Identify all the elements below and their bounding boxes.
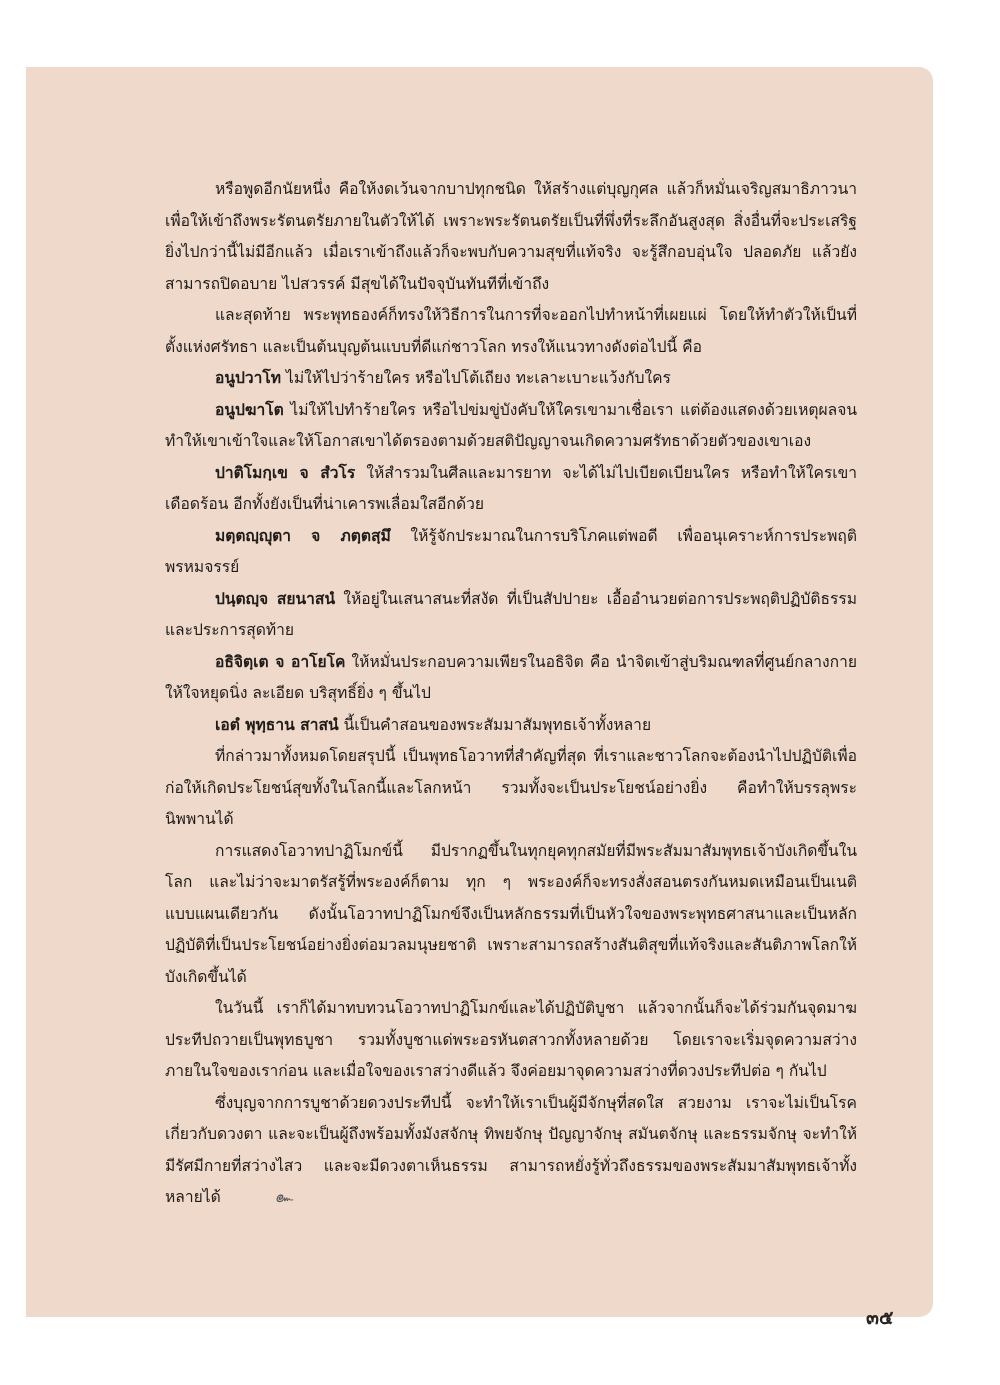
page-number: ๓๕ (866, 1307, 894, 1329)
paragraph-2: และสุดท้าย พระพุทธองค์ก็ทรงให้วิธีการในการที่จะออกไปทำหน้าที่เผยแผ่ โดยให้ทำตัวให้เป็นที่ตั้งแห่งศรัทธา และเป็นต้นบุญต้นแบบที่ดีแก่ชาวโลก ทรงให้แนวทางดังต่อไปนี้ คือ (165, 306, 857, 356)
pali-term: เอตํ พุทฺธาน สาสนํ (215, 715, 339, 734)
end-mark-icon: ๛ (274, 1188, 293, 1206)
paragraph-11: การแสดงโอวาทปาฏิโมกข์นี้ มีปรากฏขึ้นในทุกยุคทุกสมัยที่มีพระสัมมาสัมพุทธเจ้าบังเกิดขึ้นในโลก และไม่ว่าจะมาตรัสรู้ที่พระองค์ก็ตาม ทุก ๆ พระองค์ก็จะทรงสั่งสอนตรงกันหมดเหมือนเป็นเนติแบบแผนเดียวกัน ดังนั้นโอวาทปาฏิโมกข์จึงเป็นหลักธรรมที่เป็นหัวใจของพระพุทธศาสนาและเป็นหลักปฏิบัติที่เป็นประโยชน์อย่างยิ่งต่อมวลมนุษยชาติ เพราะสามารถสร้างสันติสุขที่แท้จริงและสันติภาพโลกให้บังเกิดขึ้นได้ (165, 841, 857, 986)
pali-term: ปนฺตญฺจ สยนาสนํ (215, 589, 336, 608)
paragraph-6: มตฺตญฺญุตา จ ภตฺตสฺมึ ให้รู้จักประมาณในการบริโภคแต่พอดี เพื่ออนุเคราะห์การประพฤติพรหมจรรย์ (165, 526, 857, 576)
paragraph-13: ซึ่งบุญจากการบูชาด้วยดวงประทีปนี้ จะทำให้เราเป็นผู้มีจักษุที่สดใส สวยงาม เราจะไม่เป็นโรคเกี่ยวกับดวงตา และจะเป็นผู้ถึงพร้อมทั้งมังสจักษุ ทิพยจักษุ ปัญญาจักษุ สมันตจักษุ และธรรมจักษุ จะทำให้มีรัศมีกายที่สว่างไสว และจะมีดวงตาเห็นธรรม สามารถหยั่งรู้ทั่วถึงธรรมของพระสัมมาสัมพุทธเจ้าทั้งหลายได้ ๛ (165, 1088, 857, 1214)
pali-term: มตฺตญฺญุตา จ ภตฺตสฺมึ (215, 526, 391, 545)
pali-term: ปาติโมกฺเข จ สํวโร (215, 463, 356, 482)
paragraph-1: หรือพูดอีกนัยหนึ่ง คือให้งดเว้นจากบาปทุกชนิด ให้สร้างแต่บุญกุศล แล้วก็หมั่นเจริญสมาธิภาวนาเพื่อให้เข้าถึงพระรัตนตรัยภายในตัวให้ได้ เพราะพระรัตนตรัยเป็นที่พึ่งที่ระลึกอันสูงสุด สิ่งอื่นที่จะประเสริฐยิ่งไปกว่านี้ไม่มีอีกแล้ว เมื่อเราเข้าถึงแล้วก็จะพบกับความสุขที่แท้จริง จะรู้สึกอบอุ่นใจ ปลอดภัย แล้วยังสามารถปิดอบาย ไปสวรรค์ มีสุขได้ในปัจจุบันทันทีที่เข้าถึง (165, 180, 857, 293)
pali-term: อนูปฆาโต (215, 400, 284, 419)
pali-term: อนูปวาโท (215, 369, 282, 387)
paragraph-12: ในวันนี้ เราก็ได้มาทบทวนโอวาทปาฏิโมกข์และได้ปฏิบัติบูชา แล้วจากนั้นก็จะได้ร่วมกันจุดมาฆประทีปถวายเป็นพุทธบูชา รวมทั้งบูชาแด่พระอรหันตสาวกทั้งหลายด้วย โดยเราจะเริ่มจุดความสว่างภายในใจของเราก่อน และเมื่อใจของเราสว่างดีแล้ว จึงค่อยมาจุดความสว่างที่ดวงประทีปต่อ ๆ กันไป (165, 999, 857, 1080)
paragraph-8: อธิจิตฺเต จ อาโยโค ให้หมั่นประกอบความเพียรในอธิจิต คือ นำจิตเข้าสู่บริมณฑลที่ศูนย์กลางกาย ให้ใจหยุดนิ่ง ละเอียด บริสุทธิ์ยิ่ง ๆ ขึ้นไป (165, 652, 857, 702)
pali-term: อธิจิตฺเต จ อาโยโค (215, 652, 346, 671)
paragraph-4: อนูปฆาโต ไม่ให้ไปทำร้ายใคร หรือไปข่มขู่บังคับให้ใครเขามาเชื่อเรา แต่ต้องแสดงด้วยเหตุผลจนทำให้เขาเข้าใจและให้โอกาสเขาได้ตรองตามด้วยสติปัญญาจนเกิดความศรัทธาด้วยตัวของเขาเอง (165, 400, 857, 450)
paragraph-5: ปาติโมกฺเข จ สํวโร ให้สำรวมในศีลและมารยาท จะได้ไม่ไปเบียดเบียนใคร หรือทำให้ใครเขาเดือดร้อน อีกทั้งยังเป็นที่น่าเคารพเลื่อมใสอีกด้วย (165, 463, 858, 513)
paragraph-7: ปนฺตญฺจ สยนาสนํ ให้อยู่ในเสนาสนะที่สงัด ที่เป็นสัปปายะ เอื้ออำนวยต่อการประพฤติปฏิบัติธรรม และประการสุดท้าย (165, 589, 857, 639)
paragraph-9: เอตํ พุทฺธาน สาสนํ นี้เป็นคำสอนของพระสัมมาสัมพุทธเจ้าทั้งหลาย (215, 715, 652, 734)
paragraph-10: ที่กล่าวมาทั้งหมดโดยสรุปนี้ เป็นพุทธโอวาทที่สำคัญที่สุด ที่เราและชาวโลกจะต้องนำไปปฏิบัติเพื่อก่อให้เกิดประโยชน์สุขทั้งในโลกนี้และโลกหน้า รวมทั้งจะเป็นประโยชน์อย่างยิ่ง คือทำให้บรรลุพระนิพพานได้ (165, 747, 857, 828)
body-text (165, 174, 857, 1214)
paragraph-3: อนูปวาโท ไม่ให้ไปว่าร้ายใคร หรือไปโต้เถียง ทะเลาะเบาะแว้งกับใคร (215, 369, 671, 387)
